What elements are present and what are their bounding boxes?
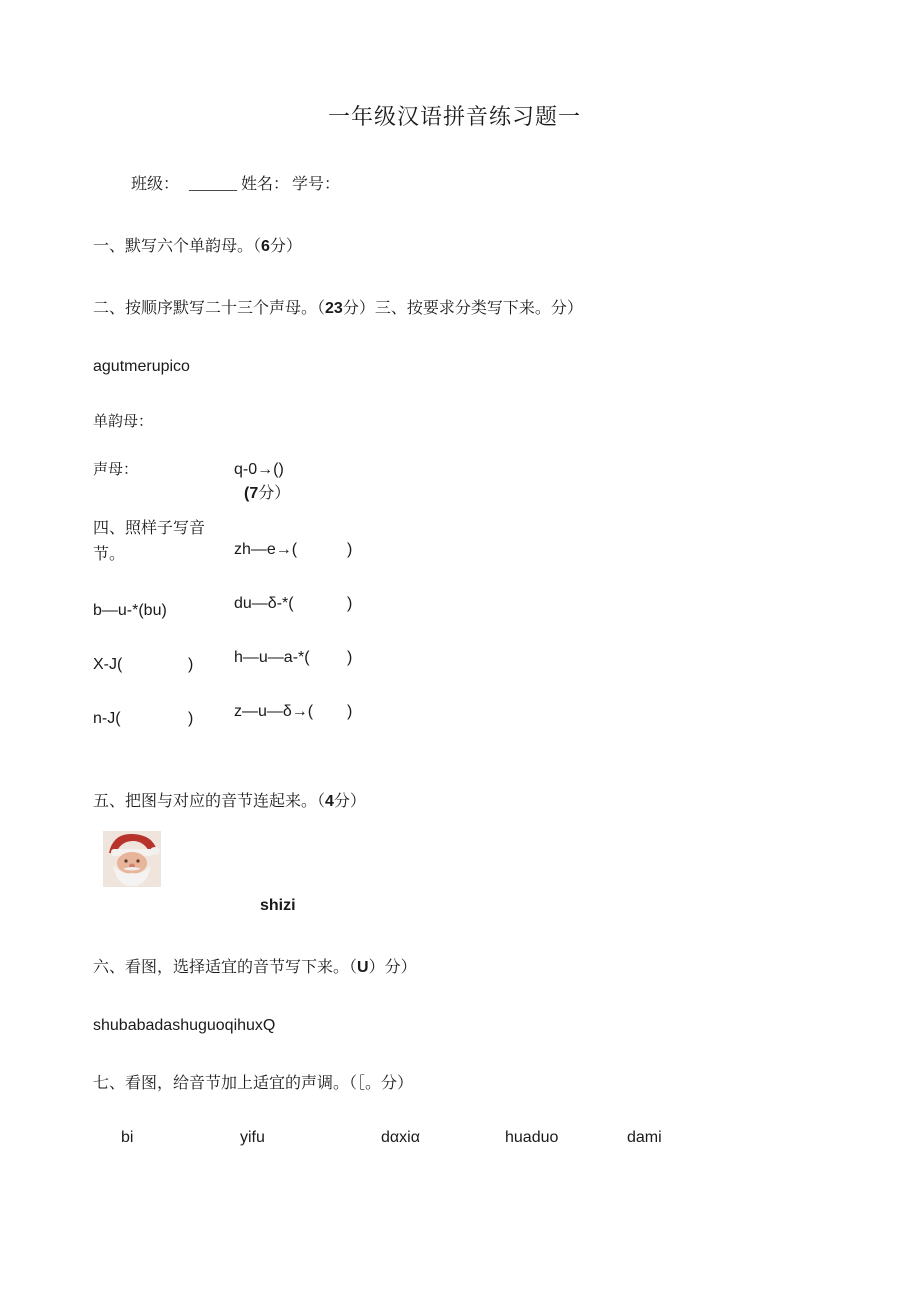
syllable-huaduo: huaduo — [505, 1129, 559, 1146]
left-item-2: X-J( — [93, 656, 123, 673]
shengmu-label: 声母： — [93, 462, 139, 478]
question-6-end: ）分） — [368, 959, 417, 976]
question-5-text: 五、把图与对应的音节连起来。（ — [93, 793, 326, 810]
question-6-score: U — [357, 959, 369, 976]
syllable-dami: dami — [627, 1129, 662, 1146]
question-5-end: 分） — [333, 793, 366, 810]
right-item-4-close: ) — [347, 703, 353, 720]
syllable-shizi: shizi — [260, 897, 296, 914]
question-score — [244, 484, 290, 504]
right-item-2-close: ) — [347, 595, 353, 612]
santa-face-icon — [103, 831, 161, 887]
danyunmu-label: 单韵母： — [93, 414, 154, 430]
question-5 — [93, 792, 366, 812]
page-title: 一年级汉语拼音练习题一 — [328, 104, 582, 129]
question-1-score: 6 — [261, 238, 270, 255]
right-item-2: du—δ-*( — [234, 595, 294, 612]
question-2-score: 23 — [325, 300, 343, 317]
question-4-line2: 节。 — [93, 546, 126, 563]
question-7: 七、看图，给音节加上适宜的声调。（［。分） — [93, 1075, 414, 1092]
question-2-text: 二、按顺序默写二十三个声母。（ — [93, 300, 326, 317]
left-item-3-close: ) — [188, 710, 194, 727]
right-item-3: h—u—a-*( — [234, 649, 310, 666]
student-id-label: 学号： — [292, 176, 341, 193]
santa-image — [103, 831, 161, 887]
question-6-text: 六、看图，选择适宜的音节写下来。（ — [93, 959, 358, 976]
class-blank[interactable]: ______ — [189, 176, 237, 193]
question-2-end: 分）三、按要求分类写下来。分） — [342, 300, 583, 317]
question-1 — [93, 237, 302, 257]
question-score-unit: 分） — [258, 485, 291, 502]
letter-list: agutmerupico — [93, 358, 190, 375]
syllable-bi: bi — [121, 1129, 134, 1146]
question-4-line1: 四、照样子写音 — [93, 520, 206, 537]
example-q-o: q-0→() — [234, 461, 284, 478]
right-item-1: zh—e→( — [234, 541, 298, 558]
question-1-end: 分） — [269, 238, 302, 255]
name-label: 姓名： — [241, 176, 290, 193]
question-5-score: 4 — [325, 793, 334, 810]
left-item-2-close: ) — [188, 656, 194, 673]
question-2 — [93, 299, 583, 319]
question-6 — [93, 958, 417, 978]
syllable-list: shubabadashuguoqihuxQ — [93, 1017, 276, 1034]
syllable-daxia: dαxiα — [381, 1129, 420, 1146]
left-item-3: n-J( — [93, 710, 121, 727]
class-label: 班级： — [131, 176, 180, 193]
right-item-4: z—u—δ→( — [234, 703, 314, 720]
right-item-3-close: ) — [347, 649, 353, 666]
question-score-value: (7 — [244, 485, 259, 502]
question-1-text: 一、默写六个单韵母。（ — [93, 238, 262, 255]
syllable-yifu: yifu — [240, 1129, 265, 1146]
left-item-1: b—u-*(bu) — [93, 602, 167, 619]
right-item-1-close: ) — [347, 541, 353, 558]
